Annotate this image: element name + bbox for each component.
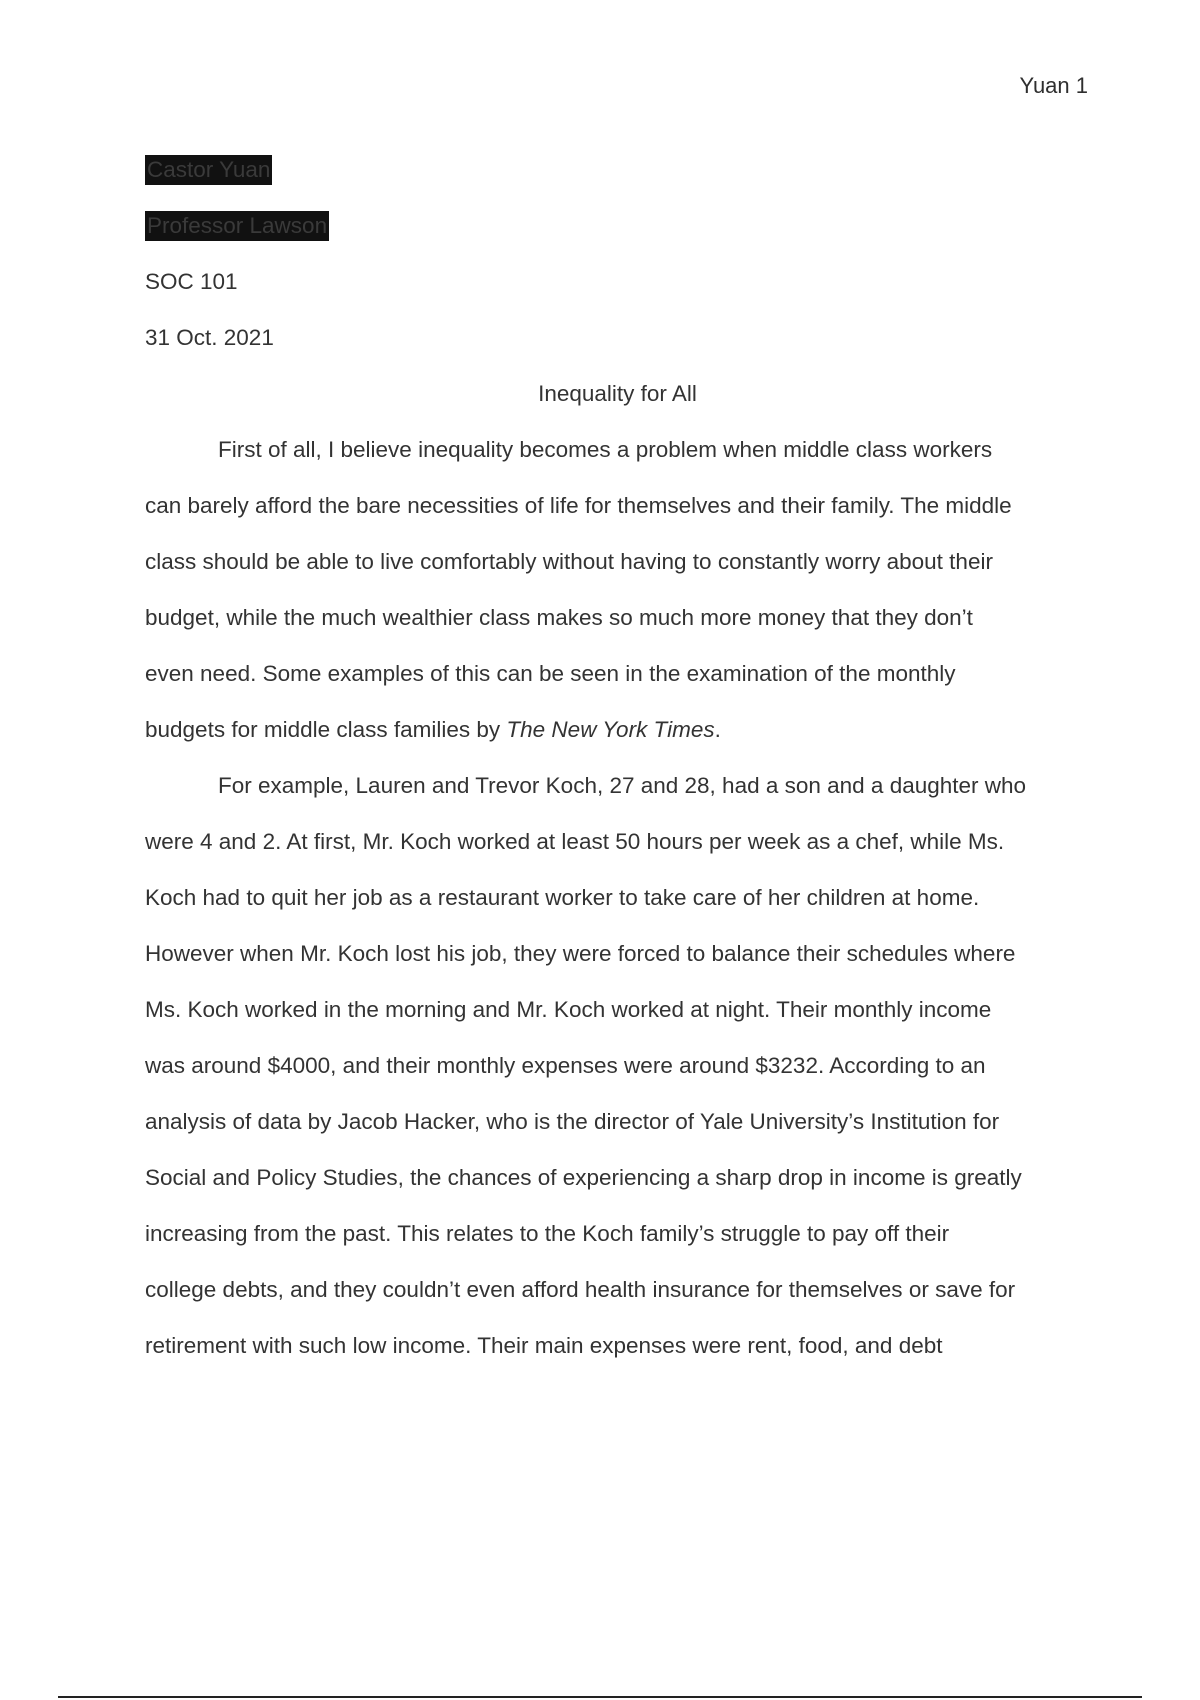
paragraph-line: budget, while the much wealthier class makes so much more money that they don’t bbox=[145, 605, 973, 630]
paragraph-line: can barely afford the bare necessities of life for themselves and their family. The middle bbox=[145, 493, 1012, 518]
course-line: SOC 101 bbox=[145, 269, 238, 294]
paragraph-line: However when Mr. Koch lost his job, they were forced to balance their schedules where bbox=[145, 941, 1016, 966]
paragraph-line bbox=[145, 702, 1090, 758]
paragraph-2 bbox=[145, 758, 1090, 1374]
paragraph-line: class should be able to live comfortably without having to constantly worry about their bbox=[145, 549, 993, 574]
paragraph-line: college debts, and they couldn’t even afford health insurance for themselves or save for bbox=[145, 1277, 1016, 1302]
student-name-redacted: Castor Yuan bbox=[145, 155, 272, 185]
paragraph-line: were 4 and 2. At first, Mr. Koch worked at least 50 hours per week as a chef, while Ms. bbox=[145, 829, 1005, 854]
paragraph-line-suffix: . bbox=[714, 717, 721, 742]
page-bottom-divider bbox=[58, 1696, 1142, 1698]
date-line: 31 Oct. 2021 bbox=[145, 325, 274, 350]
paragraph-line: Ms. Koch worked in the morning and Mr. Koch worked at night. Their monthly income bbox=[145, 997, 992, 1022]
paragraph-line: increasing from the past. This relates to the Koch family’s struggle to pay off their bbox=[145, 1221, 950, 1246]
paragraph-line: analysis of data by Jacob Hacker, who is the director of Yale University’s Institution for bbox=[145, 1109, 1000, 1134]
professor-line bbox=[145, 198, 1090, 254]
paragraph-line: First of all, I believe inequality becomes a problem when middle class workers bbox=[218, 437, 993, 462]
professor-name-redacted: Professor Lawson bbox=[145, 211, 329, 241]
paragraph-line: retirement with such low income. Their main expenses were rent, food, and debt bbox=[145, 1333, 943, 1358]
paragraph-line-prefix: budgets for middle class families by bbox=[145, 717, 507, 742]
paragraph-1 bbox=[145, 422, 1090, 758]
student-name-line bbox=[145, 142, 1090, 198]
paragraph-line: For example, Lauren and Trevor Koch, 27 and 28, had a son and a daughter who bbox=[218, 773, 1027, 798]
paragraph-line: Koch had to quit her job as a restaurant worker to take care of her children at home. bbox=[145, 885, 980, 910]
paragraph-line: was around $4000, and their monthly expenses were around $3232. According to an bbox=[145, 1053, 986, 1078]
running-head: Yuan 1 bbox=[1019, 73, 1088, 98]
essay-title: Inequality for All bbox=[538, 381, 697, 406]
essay-body bbox=[145, 142, 1090, 1374]
publication-title: The New York Times bbox=[506, 717, 715, 742]
paragraph-line: Social and Policy Studies, the chances of experiencing a sharp drop in income is greatly bbox=[145, 1165, 1022, 1190]
paragraph-line: even need. Some examples of this can be seen in the examination of the monthly bbox=[145, 661, 956, 686]
